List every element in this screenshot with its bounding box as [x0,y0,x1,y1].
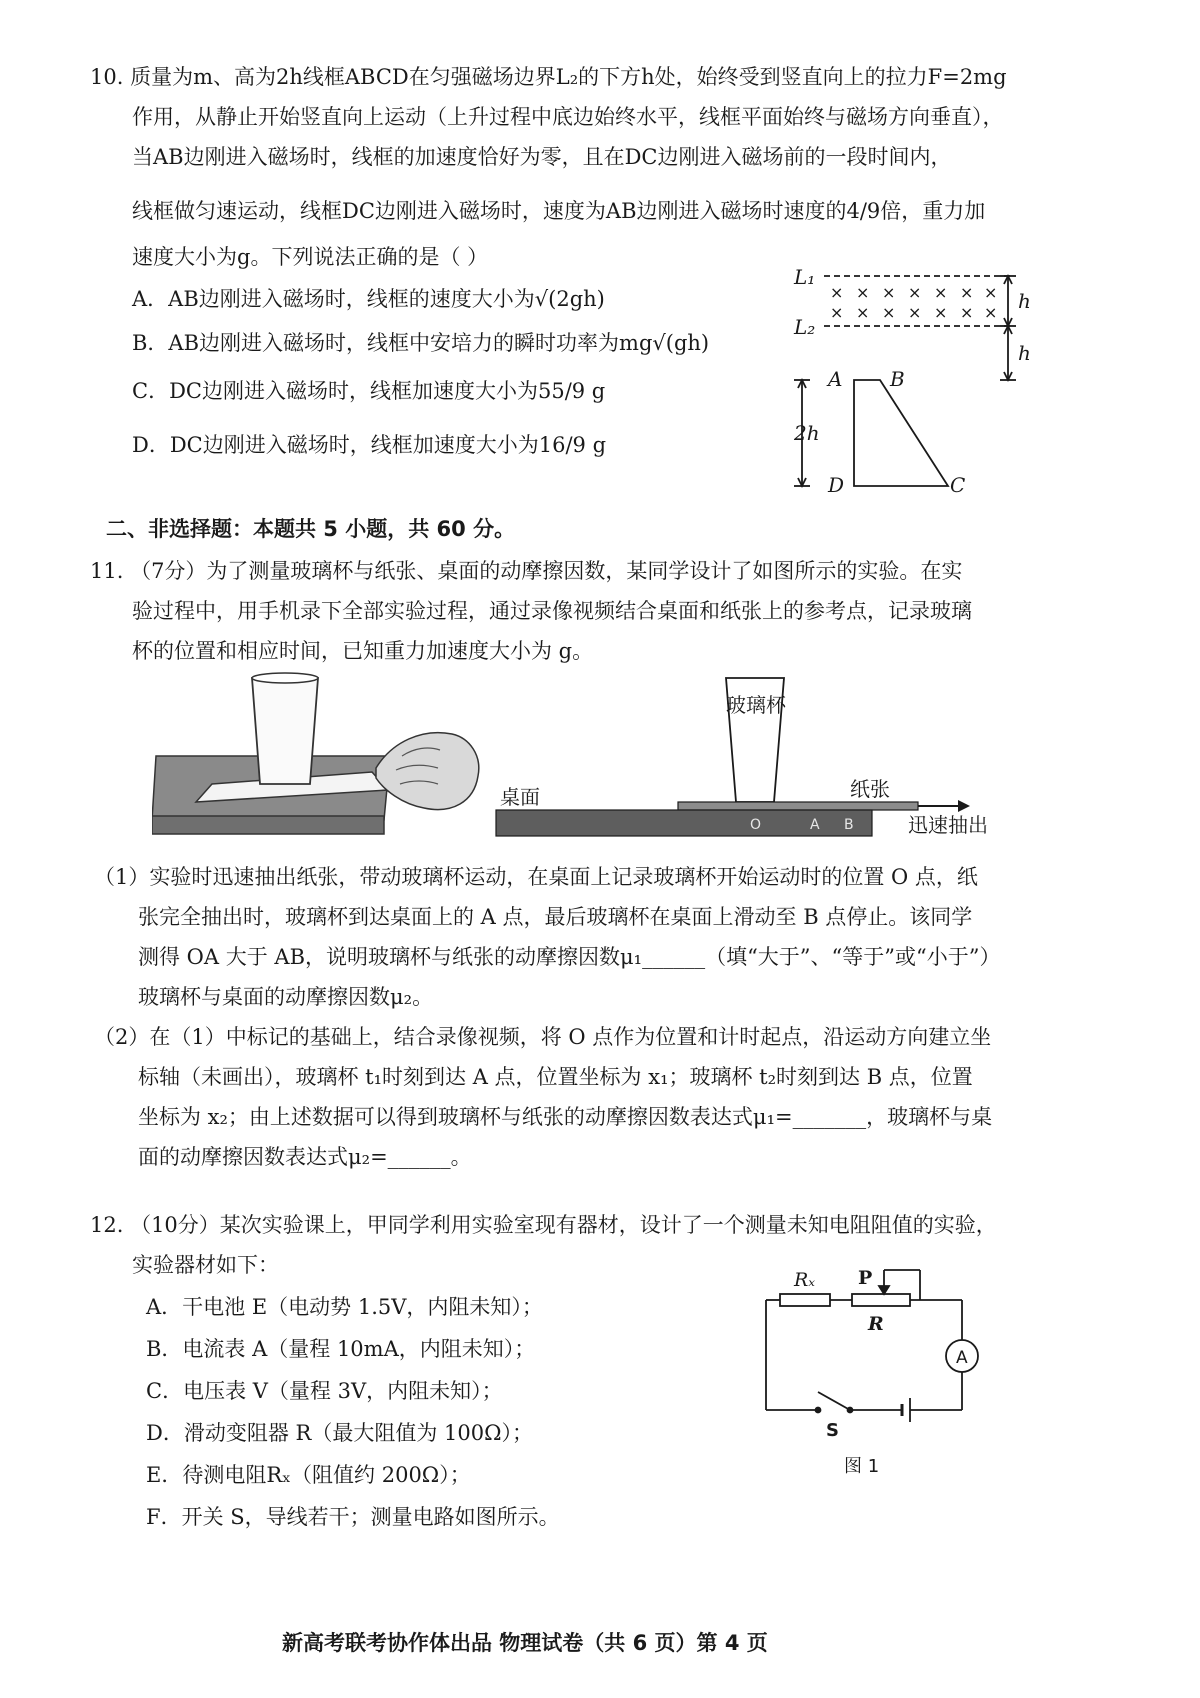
resistor-rx [780,1294,830,1306]
q11-part2-line-4: 面的动摩擦因数表达式μ₂=______。 [138,1145,472,1169]
svg-text:×: × [908,283,922,302]
label-table: 桌面 [500,785,540,809]
q10-option-b: B．AB边刚进入磁场时，线框中安培力的瞬时功率为mg√(gh) [132,331,710,355]
q11-part2-line-3: 坐标为 x₂；由上述数据可以得到玻璃杯与纸张的动摩擦因数表达式μ₁=_______，玻璃杯与桌 [138,1105,993,1129]
label-pull-out: 迅速抽出 [908,813,988,837]
q12-item-d: D．滑动变阻器 R（最大阻值为 100Ω）； [146,1421,533,1445]
svg-text:×: × [856,283,870,302]
q10-magnetic-field-figure [780,262,1060,502]
label-point-b: B [844,817,854,833]
q12-circuit-diagram [760,1264,1020,1494]
q11-line-3: 杯的位置和相应时间，已知重力加速度大小为 g。 [132,639,594,663]
q12-item-b: B．电流表 A（量程 10mA，内阻未知）； [146,1337,536,1361]
q11-photo-illustration [152,672,492,842]
glass-cup-shape [252,678,318,784]
svg-text:×: × [934,283,948,302]
switch-s [818,1392,850,1410]
q10-line-2: 作用，从静止开始竖直向上运动（上升过程中底边始终水平，线框平面始终与磁场方向垂直）， [132,105,1004,129]
q12-item-e: E．待测电阻Rₓ（阻值约 200Ω）； [146,1463,471,1487]
q11-part1-line-1: （1）实验时迅速抽出纸张，带动玻璃杯运动，在桌面上记录玻璃杯开始运动时的位置 O 点，纸 [94,865,978,889]
label-r: R [868,1313,884,1335]
q10-line-1: 10. 质量为m、高为2h线框ABCD在匀强磁场边界L₂的下方h处，始终受到竖直向上的拉力F=2mg [90,65,1007,89]
svg-text:×: × [984,283,998,302]
svg-text:×: × [856,303,870,322]
label-a: A [828,367,843,391]
figure-caption: 图 1 [844,1456,880,1477]
label-ammeter: A [956,1348,968,1368]
q10-option-a: A．AB边刚进入磁场时，线框的速度大小为√(2gh) [132,287,605,311]
q11-part1-line-2: 张完全抽出时，玻璃杯到达桌面上的 A 点，最后玻璃杯在桌面上滑动至 B 点停止。该同学 [138,905,973,929]
label-l1: L₁ [794,265,816,289]
q12-item-a: A．干电池 E（电动势 1.5V，内阻未知）； [146,1295,543,1319]
label-point-o: O [750,817,762,833]
slider-p-arrow [879,1286,889,1294]
svg-text:×: × [882,283,896,302]
schematic-paper [678,802,918,810]
label-rx: Rₓ [794,1269,816,1291]
svg-text:×: × [984,303,998,322]
label-p: P [858,1267,873,1289]
svg-text:×: × [934,303,948,322]
svg-text:×: × [830,303,844,322]
q12-line-1: 12. （10分）某次实验课上，甲同学利用实验室现有器材，设计了一个测量未知电阻阻值的实验， [90,1213,997,1237]
svg-text:×: × [882,303,896,322]
q10-line-4: 线框做匀速运动，线框DC边刚进入磁场时，速度为AB边刚进入磁场时速度的4/9倍，重力加 [132,199,986,223]
q12-item-f: F．开关 S，导线若干；测量电路如图所示。 [146,1505,560,1529]
q10-option-c: C．DC边刚进入磁场时，线框加速度大小为55/9 g [132,379,606,403]
label-2h: 2h [794,421,820,445]
page-footer: 新高考联考协作体出品 物理试卷（共 6 页）第 4 页 [282,1631,768,1655]
q10-line-5: 速度大小为g。下列说法正确的是（ ） [132,245,489,269]
label-h-upper: h [1018,289,1031,313]
q11-part2-line-1: （2）在（1）中标记的基础上，结合录像视频，将 O 点作为位置和计时起点，沿运动方向建立坐 [94,1025,992,1049]
section-heading: 二、非选择题：本题共 5 小题，共 60 分。 [106,517,516,541]
rheostat-r [852,1294,910,1306]
q11-part1-line-4: 玻璃杯与桌面的动摩擦因数μ₂。 [138,985,434,1009]
svg-text:×: × [830,283,844,302]
label-c: C [950,473,966,497]
q11-part2-line-2: 标轴（未画出），玻璃杯 t₁时刻到达 A 点，位置坐标为 x₁；玻璃杯 t₂时刻到达 B 点，位置 [138,1065,973,1089]
svg-text:×: × [960,283,974,302]
label-d: D [828,473,845,497]
label-b: B [890,367,905,391]
q11-line-2: 验过程中，用手机录下全部实验过程，通过录像视频结合桌面和纸张上的参考点，记录玻璃 [132,599,972,623]
q11-part1-line-3: 测得 OA 大于 AB，说明玻璃杯与纸张的动摩擦因数μ₁______（填“大于”、“等于”或“小于”） [138,945,1001,969]
label-h-lower: h [1018,341,1031,365]
svg-text:×: × [960,303,974,322]
label-l2: L₂ [794,315,816,339]
trapezoid-frame [854,380,948,486]
q10-option-d: D．DC边刚进入磁场时，线框加速度大小为16/9 g [132,433,607,457]
label-cup: 玻璃杯 [726,693,786,717]
label-point-a: A [810,817,820,833]
label-paper: 纸张 [850,777,890,801]
q11-schematic-figure [488,672,1008,842]
q10-line-3: 当AB边刚进入磁场时，线框的加速度恰好为零，且在DC边刚进入磁场前的一段时间内， [132,145,952,169]
hand-shape [376,733,479,810]
field-cross-marks [830,283,997,322]
q11-line-1: 11. （7分）为了测量玻璃杯与纸张、桌面的动摩擦因数，某同学设计了如图所示的实验。在实 [90,559,963,583]
q12-line-2: 实验器材如下： [132,1253,279,1277]
label-switch-s: S [826,1420,839,1441]
q12-item-c: C．电压表 V（量程 3V，内阻未知）； [146,1379,503,1403]
svg-text:×: × [908,303,922,322]
